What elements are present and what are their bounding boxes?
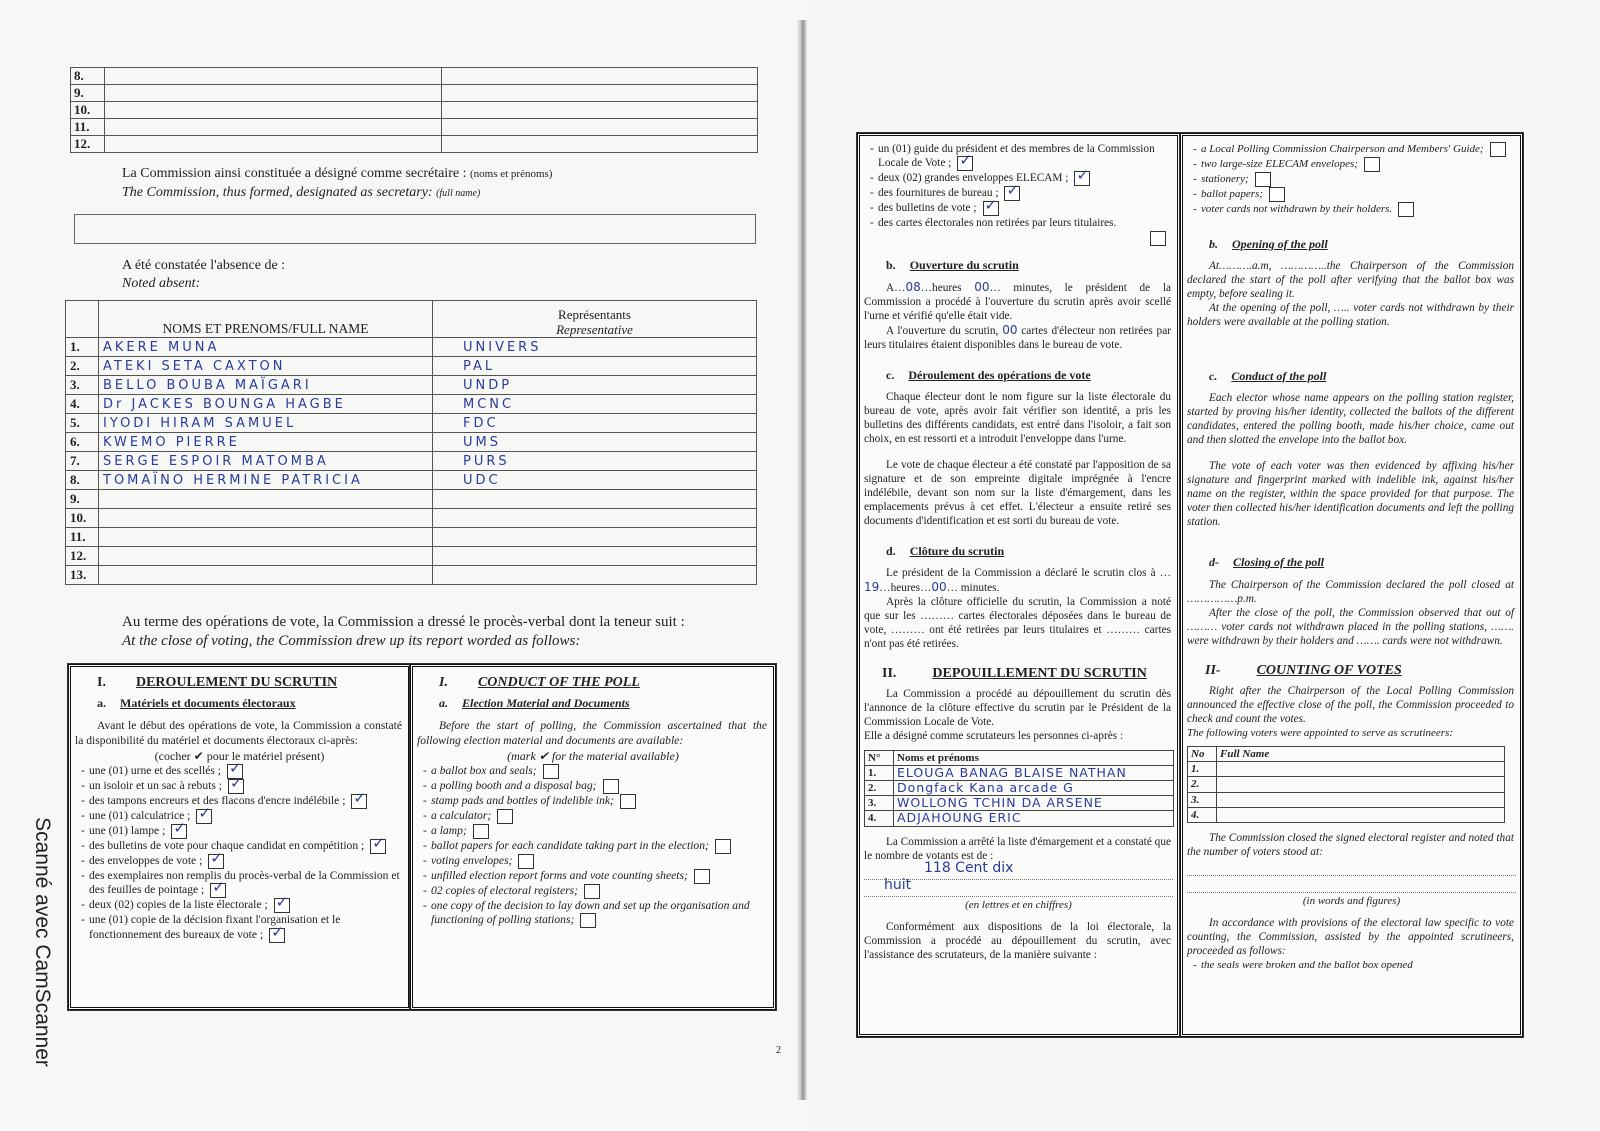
subsection-title: a. Election Material and Documents	[439, 696, 630, 710]
checkbox-checked[interactable]	[1004, 186, 1020, 201]
closing-minutes[interactable]: 00	[931, 580, 947, 595]
conduct-paragraph-2: Le vote de chaque électeur a été constaté par l'apposition de sa signature et de son empreinte digitale imprégnée à l'encre indélébile, devant son nom sur la liste d'émargement, dans les emplacements prévus à cet effet. L'électeur a ensuite retiré ses documents d'identification et est sorti du bureau de vote.	[864, 459, 1171, 527]
scrutineers-table	[864, 750, 1174, 827]
subsection-title: d. Clôture du scrutin	[886, 544, 1005, 558]
material-checklist	[423, 764, 773, 928]
secretary-label-fr: La Commission ainsi constituée a désigné comme secrétaire : (noms et prénoms)	[122, 166, 553, 181]
section-title: I. CONDUCT OF THE POLL	[439, 675, 640, 690]
closing-paragraph: The Chairperson of the Commission declared the poll closed at ……………p.m.	[1187, 578, 1514, 605]
table-row: 1. ELOUGA BANAG BLAISE NATHAN	[865, 765, 1174, 780]
checklist-item: - a lamp;	[423, 824, 773, 839]
checklist-item: - des cartes électorales non retirées par leurs titulaires.	[870, 216, 1177, 245]
table-row: 9.	[71, 85, 758, 102]
scrutineers-intro: Elle a désigné comme scrutateurs les personnes ci-après :	[864, 730, 1124, 743]
checklist-item: - stationery;	[1193, 172, 1520, 187]
closing-hours[interactable]: 19	[864, 580, 880, 595]
table-row: 1.	[1188, 762, 1505, 777]
members-table	[70, 67, 758, 153]
checkbox-empty[interactable]	[1269, 187, 1285, 202]
opening-minutes[interactable]: 00	[974, 279, 990, 294]
checklist-item: - deux (02) copies de la liste électorale ;✓	[81, 898, 408, 913]
subsection-title: c. Conduct of the poll	[1209, 369, 1327, 384]
opening-cards-count[interactable]: 00	[1002, 322, 1018, 337]
conduct-paragraph-1: Each elector whose name appears on the polling station register, started by proving his/her identity, collected the ballots of the different candidates, entered the polling booth, made his/her choice, came out and then slotted the envelope into the ballot box.	[1187, 392, 1514, 447]
checkbox-empty[interactable]	[715, 839, 731, 854]
checklist-item: - 02 copies of electoral registers;	[423, 884, 773, 899]
closing-cards-paragraph: After the close of the poll, the Commission observed that out of ……… voter cards not withdrawn placed in the polling stations, ……. were withdrawn by their holders and ……. cards were not withdrawn.	[1187, 606, 1514, 647]
checkbox-checked[interactable]	[196, 809, 212, 824]
subsection-title: b. Ouverture du scrutin	[886, 257, 1019, 272]
checklist-item: - un isoloir et un sac à rebuts ;✓	[81, 779, 408, 794]
counting-step: - the seals were broken and the ballot box opened	[1193, 958, 1520, 972]
section-conduct-fr	[68, 664, 411, 1010]
table-row: 12.	[66, 547, 757, 566]
opening-paragraph: At……….a.m, …………..the Chairperson of the Commission declared the start of the poll after verifying that the ballot box was empty, before sealing it.	[1187, 260, 1514, 301]
member-rep-cell[interactable]	[442, 102, 758, 119]
closing-intro-fr: Au terme des opérations de vote, la Commission a dressé le procès-verbal dont la teneur suit :	[122, 614, 685, 630]
right-column-en	[1180, 133, 1523, 1037]
checkbox-checked[interactable]	[370, 839, 386, 854]
checklist-item: - a calculator;	[423, 809, 773, 824]
counting-paragraph: Right after the Chairperson of the Local Polling Commission announced the effective close of the poll, the Commission proceeded to check and count the votes.	[1187, 684, 1514, 725]
checkbox-checked[interactable]	[1074, 171, 1090, 186]
table-row: 10.	[66, 509, 757, 528]
table-row: 8.	[71, 68, 758, 85]
checkbox-empty[interactable]	[1398, 202, 1414, 217]
checkbox-empty[interactable]	[543, 764, 559, 779]
material-checklist-cont	[1193, 142, 1520, 217]
voters-count-line-1[interactable]: 118 Cent dix	[864, 865, 1173, 880]
checklist-item: - stamp pads and bottles of indelible ink;	[423, 794, 773, 809]
checkbox-checked[interactable]	[351, 794, 367, 809]
scanner-watermark: Scanné avec CamScanner	[31, 817, 54, 1067]
table-row: 1. AKERE MUNA UNIVERS	[66, 338, 757, 357]
checkbox-checked[interactable]	[269, 928, 285, 943]
table-row: 3. WOLLONG TCHIN DA ARSENE	[865, 796, 1174, 811]
checklist-item: - des tampons encreurs et des flacons d'encre indélébile ;✓	[81, 794, 408, 809]
table-row: 4.	[1188, 807, 1505, 822]
closing-intro-en: At the close of voting, the Commission drew up its report worded as follows:	[122, 633, 581, 649]
table-header: NOMS ET PRENOMS/FULL NAME Représentants Representative	[66, 301, 757, 338]
checkbox-empty[interactable]	[473, 824, 489, 839]
conduct-paragraph-1: Chaque électeur dont le nom figure sur la liste électorale du bureau de vote, après avoir fait vérifier son identité, a pris les bulletins des différents candidats, est entré dans l'isoloir, a fait son choix, en est ressorti et a introduit l'enveloppe dans l'urne.	[864, 391, 1171, 445]
checkbox-empty[interactable]	[518, 854, 534, 869]
table-row: 2. Dongfack Kana arcade G	[865, 781, 1174, 796]
counting-procedure-paragraph: Conformément aux dispositions de la loi électorale, la Commission a procédé au dépouillement du scrutin, avec l'assistance des scrutateurs, de la manière suivante :	[864, 920, 1171, 961]
subsection-title: c. Déroulement des opérations de vote	[886, 367, 1091, 382]
voters-count-note: (en lettres et en chiffres)	[965, 898, 1072, 911]
table-row: 9.	[66, 490, 757, 509]
member-name-cell[interactable]	[105, 102, 442, 119]
table-row: 5. IYODI HIRAM SAMUEL FDC	[66, 414, 757, 433]
checklist-item: - unfilled election report forms and vote counting sheets;	[423, 869, 773, 884]
checklist-item: - ballot papers;	[1193, 187, 1520, 202]
opening-hours[interactable]: 08	[905, 279, 921, 294]
absent-label-fr: A été constatée l'absence de :	[122, 258, 286, 273]
scrutineers-table	[1187, 746, 1505, 823]
member-name-cell[interactable]	[105, 68, 442, 85]
opening-paragraph: A…08…heures 00… minutes, le président de la Commission a procédé à l'ouverture du scrutin après avoir scellé l'urne et vérifié qu'elle était vide.	[864, 279, 1171, 322]
checkbox-empty[interactable]	[1255, 172, 1271, 187]
counting-procedure-paragraph: In accordance with provisions of the electoral law specific to vote counting, the Commission, assisted by the appointed scrutineers, proceeded as follows:	[1187, 917, 1514, 958]
voters-count-line-2[interactable]	[1187, 878, 1516, 893]
secretary-label-en: The Commission, thus formed, designated as secretary: (full name)	[122, 185, 481, 200]
table-row: 8. TOMAÏNO HERMINE PATRICIA UDC	[66, 471, 757, 490]
checkbox-checked[interactable]	[957, 156, 973, 171]
subsection-title: a. Matériels et documents électoraux	[97, 696, 296, 710]
checkbox-empty[interactable]	[497, 809, 513, 824]
checklist-item: - two large-size ELECAM envelopes;	[1193, 157, 1520, 172]
checklist-item: - des fournitures de bureau ;✓	[870, 186, 1177, 201]
page-fold	[797, 20, 807, 1100]
subsection-title: b. Opening of the poll	[1209, 237, 1328, 251]
table-row: 7. SERGE ESPOIR MATOMBA PURS	[66, 452, 757, 471]
table-row: 3.	[1188, 792, 1505, 807]
check-instruction: (cocher ✔ pour le matériel présent)	[154, 749, 325, 763]
member-name-cell[interactable]	[105, 85, 442, 102]
subsection-title: d- Closing of the poll	[1209, 555, 1325, 570]
checkbox-empty[interactable]	[603, 779, 619, 794]
counting-paragraph: La Commission a procédé au dépouillement du scrutin dès l'annonce de la clôture effective du scrutin par le Président de la Commission Locale de Vote.	[864, 688, 1171, 729]
table-row: 11.	[71, 119, 758, 136]
closing-cards-paragraph: Après la clôture officielle du scrutin, la Commission a noté que sur les ……… cartes électorales déposées dans le bureau de vote, ……… ont été retirées par leurs titulaires et ……… cartes n'ont pas été retirées.	[864, 596, 1171, 651]
absent-table	[65, 300, 757, 585]
table-row: 2.	[1188, 777, 1505, 792]
voters-count-paragraph: The Commission closed the signed electoral register and noted that the number of voters stood at:	[1187, 832, 1514, 859]
checklist-item: - des bulletins de vote ;✓	[870, 201, 1177, 216]
checklist-item: - des exemplaires non remplis du procès-verbal de la Commission et des feuilles de pointage ;✓	[81, 869, 408, 898]
absent-label-en: Noted absent:	[122, 276, 201, 291]
table-row: 10.	[71, 102, 758, 119]
counting-steps	[1193, 958, 1520, 972]
voters-count-line-2[interactable]: huit	[864, 882, 1173, 897]
checklist-item: - voter cards not withdrawn by their holders.	[1193, 202, 1520, 217]
member-name-cell[interactable]	[105, 119, 442, 136]
material-checklist-cont	[870, 142, 1177, 246]
voters-count-note: (in words and figures)	[1302, 895, 1401, 908]
checkbox-checked[interactable]	[208, 854, 224, 869]
conduct-paragraph-2: The vote of each voter was then evidenced by affixing his/her signature and fingerprint marked with indelible ink, against his/her name on the register, within the space provided for that purpose. The voter then collected his/her identification documents and left the polling station.	[1187, 460, 1514, 529]
checkbox-checked[interactable]	[210, 883, 226, 898]
checkbox-empty[interactable]	[1364, 157, 1380, 172]
secretary-field[interactable]	[74, 214, 756, 244]
page-number: 2	[776, 1045, 781, 1056]
table-row: 3. BELLO BOUBA MAÏGARI UNDP	[66, 376, 757, 395]
scrutineers-intro: The following voters were appointed to serve as scrutineers:	[1187, 726, 1454, 739]
checklist-item: - une (01) lampe ;✓	[81, 824, 408, 839]
closing-paragraph: Le président de la Commission a déclaré le scrutin clos à …19…heures…00… minutes.	[864, 567, 1171, 595]
checkbox-checked[interactable]	[983, 201, 999, 216]
checkbox-empty[interactable]	[580, 913, 596, 928]
table-row: 11.	[66, 528, 757, 547]
check-instruction: (mark ✔ for the material available)	[507, 749, 679, 763]
checkbox-empty[interactable]	[620, 794, 636, 809]
table-row: 13.	[66, 566, 757, 585]
member-rep-cell[interactable]	[442, 68, 758, 85]
checklist-item: - une (01) urne et des scellés ;✓	[81, 764, 408, 779]
checklist-item: - deux (02) grandes enveloppes ELECAM ;✓	[870, 171, 1177, 186]
intro-paragraph: Avant le début des opérations de vote, la Commission a constaté la disponibilité du matériel et documents électoraux ci-après:	[75, 719, 402, 747]
checklist-item: - a polling booth and a disposal bag;	[423, 779, 773, 794]
member-rep-cell[interactable]	[442, 136, 758, 153]
checkbox-checked[interactable]	[171, 824, 187, 839]
member-rep-cell[interactable]	[442, 119, 758, 136]
table-header: No Full Name	[1188, 747, 1505, 762]
intro-paragraph: Before the start of polling, the Commission ascertained that the following election material and documents are available:	[417, 719, 767, 747]
voters-count-paragraph: La Commission a arrêté la liste d'émargement et a constaté que le nombre de votants est de :	[864, 835, 1171, 862]
checklist-item: - une (01) copie de la décision fixant l'organisation et le fonctionnement des bureaux de vote ;✓	[81, 913, 408, 942]
checkbox-empty[interactable]	[584, 884, 600, 899]
checkbox-empty[interactable]	[1150, 231, 1166, 246]
checkbox-empty[interactable]	[694, 869, 710, 884]
checkbox-empty[interactable]	[1490, 142, 1506, 157]
member-rep-cell[interactable]	[442, 85, 758, 102]
material-checklist	[81, 764, 408, 943]
table-row: 6. KWEMO PIERRE UMS	[66, 433, 757, 452]
member-name-cell[interactable]	[105, 136, 442, 153]
checkbox-checked[interactable]	[228, 779, 244, 794]
voters-count-line-1[interactable]	[1187, 861, 1516, 876]
table-row: 4. Dr JACKES BOUNGA HAGBE MCNC	[66, 395, 757, 414]
section-title: II- COUNTING OF VOTES	[1205, 662, 1402, 678]
checklist-item: - a Local Polling Commission Chairperson and Members' Guide;	[1193, 142, 1520, 157]
checklist-item: - one copy of the decision to lay down and set up the organisation and functioning of polling stations;	[423, 899, 773, 928]
opening-cards-paragraph: At the opening of the poll, ….. voter cards not withdrawn by their holders were available at the polling station.	[1187, 302, 1514, 329]
checklist-item: - a ballot box and seals;	[423, 764, 773, 779]
table-header: N° Noms et prénoms	[865, 750, 1174, 765]
section-title: II. DEPOUILLEMENT DU SCRUTIN	[882, 666, 1147, 682]
table-row: 2. ATEKI SETA CAXTON PAL	[66, 357, 757, 376]
table-row: 4. ADJAHOUNG ERIC	[865, 811, 1174, 826]
table-row: 12.	[71, 136, 758, 153]
opening-cards-paragraph: A l'ouverture du scrutin, 00 cartes d'électeur non retirées par leurs titulaires étaient disponibles dans le bureau de vote.	[864, 322, 1171, 351]
checklist-item: - des bulletins de vote pour chaque candidat en compétition ;✓	[81, 839, 408, 854]
checklist-item: - ballot papers for each candidate taking part in the election;	[423, 839, 773, 854]
checklist-item: - des enveloppes de vote ;✓	[81, 854, 408, 869]
section-conduct-en	[410, 664, 776, 1010]
checkbox-checked[interactable]	[274, 898, 290, 913]
section-title: I. DEROULEMENT DU SCRUTIN	[97, 675, 338, 690]
checklist-item: - une (01) calculatrice ;✓	[81, 809, 408, 824]
checklist-item: - voting envelopes;	[423, 854, 773, 869]
checklist-item: - un (01) guide du président et des membres de la Commission Locale de Vote ;✓	[870, 142, 1177, 171]
right-column-fr	[857, 133, 1180, 1037]
